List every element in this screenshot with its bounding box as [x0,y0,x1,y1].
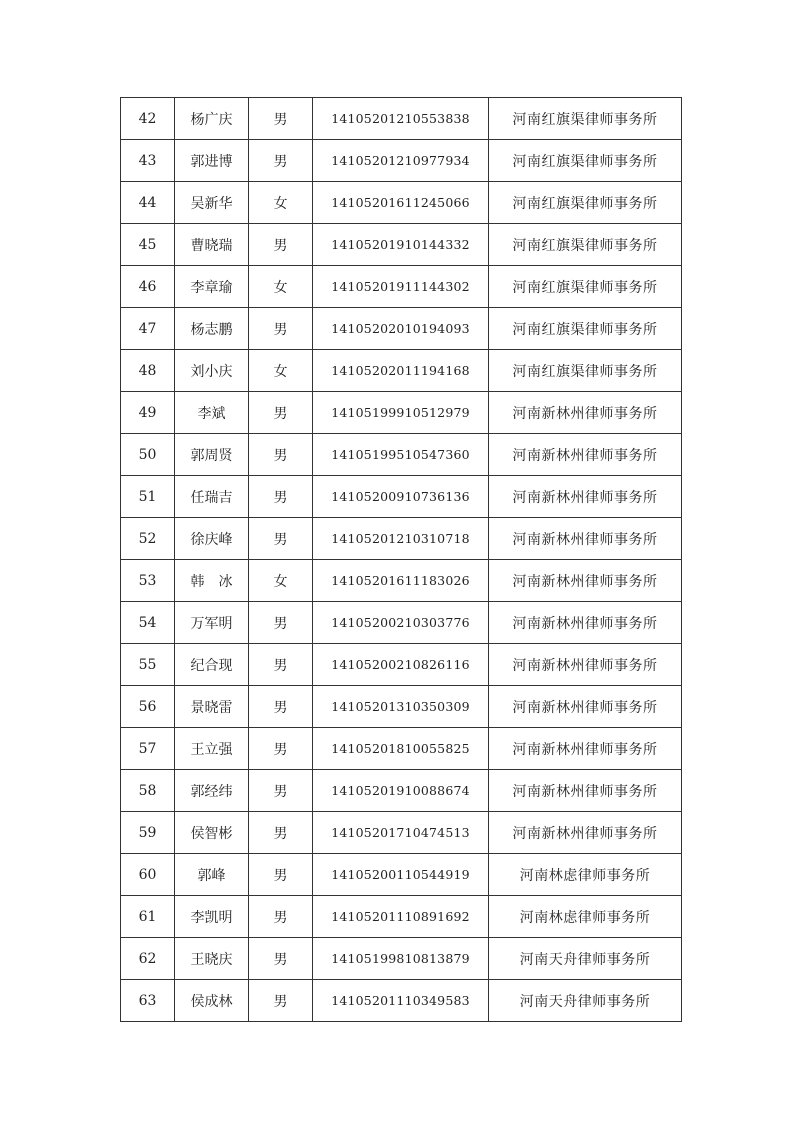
law-firm: 河南新林州律师事务所 [489,434,682,476]
gender: 男 [249,308,313,350]
lawyer-name: 吴新华 [175,182,249,224]
lawyer-name: 万军明 [175,602,249,644]
license-number: 14105201110349583 [313,980,489,1022]
row-number: 52 [121,518,175,560]
gender: 男 [249,434,313,476]
license-number: 14105200110544919 [313,854,489,896]
law-firm: 河南红旗渠律师事务所 [489,350,682,392]
table-row [121,392,682,434]
law-firm: 河南红旗渠律师事务所 [489,266,682,308]
license-number: 14105201611245066 [313,182,489,224]
license-number: 14105201710474513 [313,812,489,854]
license-number: 14105201110891692 [313,896,489,938]
row-number: 43 [121,140,175,182]
table-row [121,560,682,602]
table-row [121,140,682,182]
gender: 男 [249,812,313,854]
gender: 男 [249,896,313,938]
row-number: 55 [121,644,175,686]
gender: 男 [249,140,313,182]
lawyer-name: 王晓庆 [175,938,249,980]
law-firm: 河南红旗渠律师事务所 [489,182,682,224]
table-row [121,770,682,812]
license-number: 14105201210977934 [313,140,489,182]
gender: 男 [249,686,313,728]
lawyer-name: 韩 冰 [175,560,249,602]
table-row [121,938,682,980]
license-number: 14105201210553838 [313,98,489,140]
law-firm: 河南新林州律师事务所 [489,686,682,728]
law-firm: 河南天舟律师事务所 [489,980,682,1022]
row-number: 48 [121,350,175,392]
table-row [121,854,682,896]
gender: 女 [249,266,313,308]
gender: 男 [249,938,313,980]
gender: 男 [249,770,313,812]
lawyer-name: 杨广庆 [175,98,249,140]
row-number: 46 [121,266,175,308]
row-number: 57 [121,728,175,770]
license-number: 14105199510547360 [313,434,489,476]
lawyer-name: 纪合现 [175,644,249,686]
license-number: 14105202011194168 [313,350,489,392]
law-firm: 河南红旗渠律师事务所 [489,140,682,182]
row-number: 53 [121,560,175,602]
row-number: 61 [121,896,175,938]
table-row [121,434,682,476]
law-firm: 河南新林州律师事务所 [489,644,682,686]
table-row [121,980,682,1022]
gender: 女 [249,350,313,392]
table-row [121,476,682,518]
law-firm: 河南红旗渠律师事务所 [489,308,682,350]
gender: 男 [249,98,313,140]
law-firm: 河南天舟律师事务所 [489,938,682,980]
table-row [121,182,682,224]
row-number: 63 [121,980,175,1022]
row-number: 56 [121,686,175,728]
law-firm: 河南新林州律师事务所 [489,812,682,854]
license-number: 14105201911144302 [313,266,489,308]
table-row [121,308,682,350]
lawyer-name: 李凯明 [175,896,249,938]
lawyer-name: 郭周贤 [175,434,249,476]
gender: 男 [249,392,313,434]
gender: 男 [249,602,313,644]
gender: 女 [249,182,313,224]
lawyer-name: 曹晓瑞 [175,224,249,266]
table-row [121,728,682,770]
lawyer-name: 王立强 [175,728,249,770]
row-number: 45 [121,224,175,266]
row-number: 62 [121,938,175,980]
gender: 男 [249,854,313,896]
lawyer-name: 李斌 [175,392,249,434]
row-number: 47 [121,308,175,350]
lawyer-name: 侯智彬 [175,812,249,854]
lawyer-name: 李章瑜 [175,266,249,308]
lawyer-name: 刘小庆 [175,350,249,392]
lawyer-roster-table [120,97,682,1022]
table-row [121,224,682,266]
license-number: 14105201310350309 [313,686,489,728]
row-number: 42 [121,98,175,140]
law-firm: 河南新林州律师事务所 [489,560,682,602]
gender: 男 [249,980,313,1022]
license-number: 14105201910144332 [313,224,489,266]
license-number: 14105201810055825 [313,728,489,770]
lawyer-name: 郭经纬 [175,770,249,812]
table-row [121,644,682,686]
law-firm: 河南林虑律师事务所 [489,896,682,938]
row-number: 54 [121,602,175,644]
license-number: 14105202010194093 [313,308,489,350]
law-firm: 河南红旗渠律师事务所 [489,224,682,266]
table-row [121,266,682,308]
lawyer-name: 郭峰 [175,854,249,896]
license-number: 14105200210303776 [313,602,489,644]
law-firm: 河南新林州律师事务所 [489,602,682,644]
lawyer-name: 杨志鹏 [175,308,249,350]
license-number: 14105201210310718 [313,518,489,560]
table-row [121,686,682,728]
gender: 男 [249,518,313,560]
row-number: 58 [121,770,175,812]
table-row [121,896,682,938]
license-number: 14105200910736136 [313,476,489,518]
lawyer-name: 徐庆峰 [175,518,249,560]
license-number: 14105201611183026 [313,560,489,602]
table-row [121,350,682,392]
license-number: 14105200210826116 [313,644,489,686]
gender: 女 [249,560,313,602]
lawyer-name: 侯成林 [175,980,249,1022]
row-number: 50 [121,434,175,476]
law-firm: 河南新林州律师事务所 [489,518,682,560]
law-firm: 河南新林州律师事务所 [489,476,682,518]
row-number: 60 [121,854,175,896]
table-row [121,602,682,644]
law-firm: 河南林虑律师事务所 [489,854,682,896]
row-number: 51 [121,476,175,518]
row-number: 49 [121,392,175,434]
lawyer-name: 郭进博 [175,140,249,182]
law-firm: 河南红旗渠律师事务所 [489,98,682,140]
gender: 男 [249,728,313,770]
row-number: 59 [121,812,175,854]
law-firm: 河南新林州律师事务所 [489,770,682,812]
license-number: 14105199910512979 [313,392,489,434]
lawyer-name: 景晓雷 [175,686,249,728]
gender: 男 [249,476,313,518]
gender: 男 [249,644,313,686]
license-number: 14105199810813879 [313,938,489,980]
row-number: 44 [121,182,175,224]
table-row [121,518,682,560]
law-firm: 河南新林州律师事务所 [489,392,682,434]
table-row [121,98,682,140]
lawyer-name: 任瑞吉 [175,476,249,518]
table-row [121,812,682,854]
gender: 男 [249,224,313,266]
roster-table-body [121,98,682,1022]
license-number: 14105201910088674 [313,770,489,812]
law-firm: 河南新林州律师事务所 [489,728,682,770]
